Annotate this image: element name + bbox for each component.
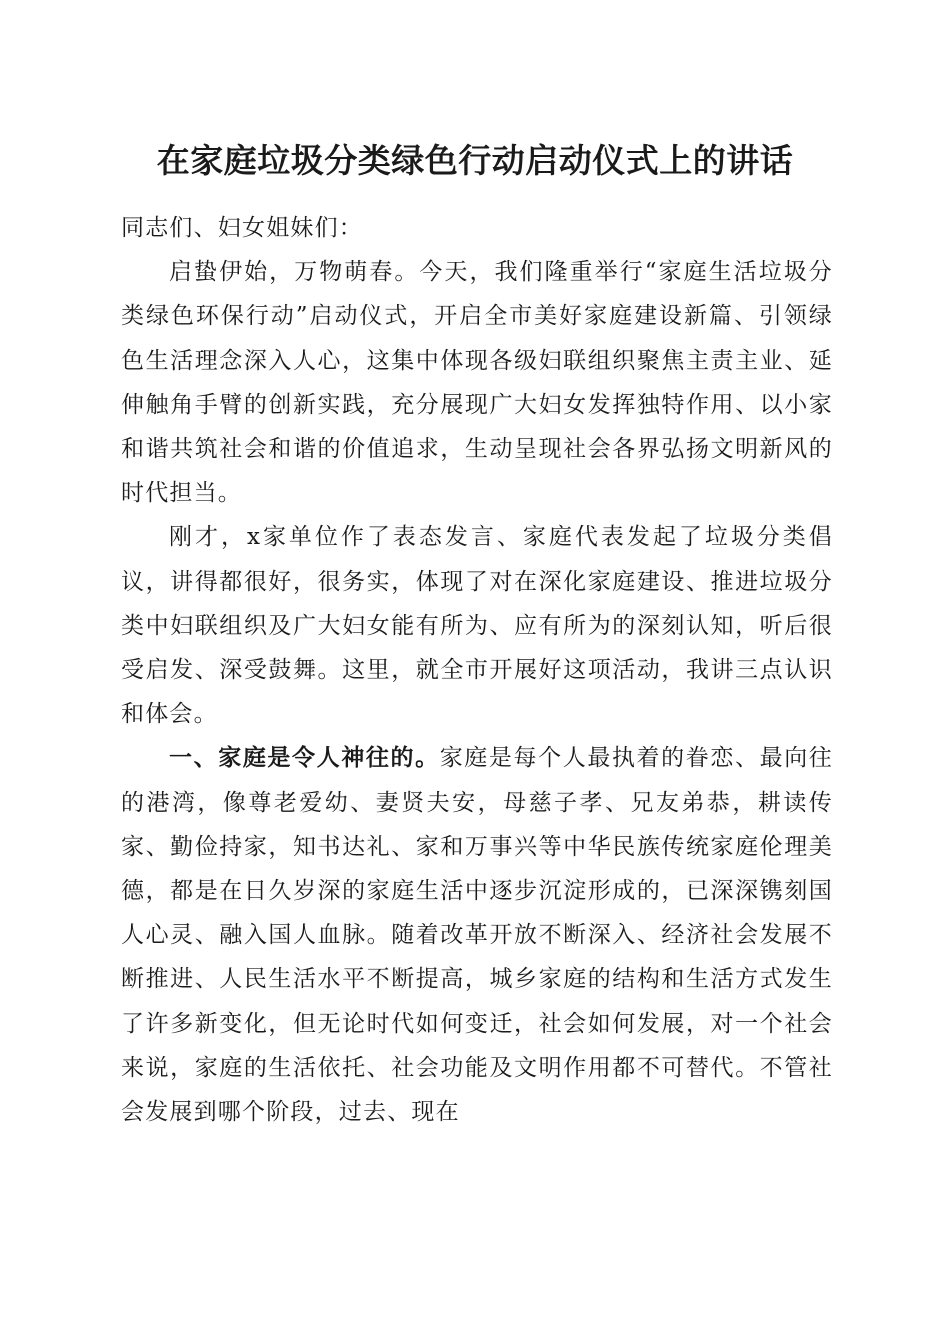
document-body [121, 206, 833, 1134]
section-heading: 一、家庭是令人神往的。 [169, 745, 440, 772]
paragraph-text: 家庭是每个人最执着的眷恋、最向往的港湾，像尊老爱幼、妻贤夫安，母慈子孝、兄友弟恭，耕读传家、勤俭持家，知书达礼、家和万事兴等中华民族传统家庭伦理美德，都是在日久岁深的家庭生活中逐步沉淀形成的，已深深镌刻国人心灵、融入国人血脉。随着改革开放不断深入、经济社会发展不断推进、人民生活水平不断提高，城乡家庭的结构和生活方式发生了许多新变化，但无论时代如何变迁，社会如何发展，对一个社会来说，家庭的生活依托、社会功能及文明作用都不可替代。不管社会发展到哪个阶段，过去、现在 [121, 745, 833, 1126]
paragraph-text: 刚才，x家单位作了表态发言、家庭代表发起了垃圾分类倡议，讲得都很好，很务实，体现了对在深化家庭建设、推进垃圾分类中妇联组织及广大妇女能有所为、应有所为的深刻认知，听后很受启发、深受鼓舞。这里，就全市开展好这项活动，我讲三点认识和体会。 [121, 524, 833, 728]
salutation: 同志们、妇女姐妹们： [121, 215, 363, 241]
paragraph-response [121, 515, 833, 736]
paragraph-text: 启蛰伊始，万物萌春。今天，我们隆重举行“家庭生活垃圾分类绿色环保行动”启动仪式，开启全市美好家庭建设新篇、引领绿色生活理念深入人心，这集中体现各级妇联组织聚焦主责主业、延伸触角手臂的创新实践，充分展现广大妇女发挥独特作用、以小家和谐共筑社会和谐的价值追求，生动呈现社会各界弘扬文明新风的时代担当。 [121, 259, 833, 507]
paragraph-opening [121, 250, 833, 515]
document-title: 在家庭垃圾分类绿色行动启动仪式上的讲话 [156, 141, 794, 180]
paragraph-point-one [121, 736, 833, 1134]
